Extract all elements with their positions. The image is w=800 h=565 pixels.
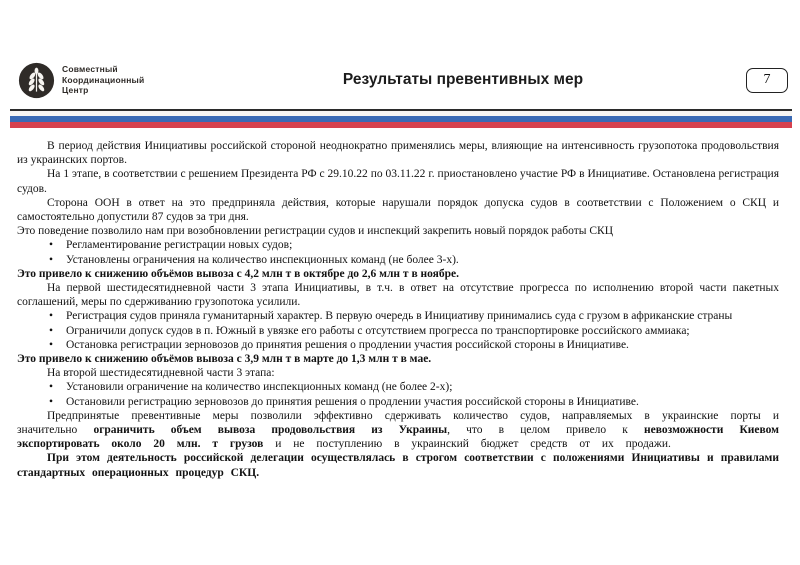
document-body	[17, 139, 779, 480]
paragraph: Это поведение позволило нам при возобновлении регистрации судов и инспекций закрепить новый порядок работы СКЦ	[17, 225, 614, 238]
result-statement: Это привело к снижению объёмов вывоза с 3,9 млн т в марте до 1,3 млн т в мае.	[17, 353, 432, 366]
paragraph: Сторона ООН в ответ на это предприняла действия, которые нарушали порядок допуска судов в соответствии с Положением о СКЦ и самостоятельно допустили 87 судов за три дня.	[17, 196, 779, 224]
page-number-badge	[746, 68, 788, 93]
paragraph: На второй шестидесятидневной части 3 этапа:	[47, 367, 275, 380]
result-statement: Это привело к снижению объёмов вывоза с 4,2 млн т в октябре до 2,6 млн т в ноябре.	[17, 267, 460, 280]
bullet-item: • Остановка регистрации зерновозов до принятия решения о продлении участия российской стороны в Инициативе.	[17, 338, 779, 352]
bullet-item: • Регистрация судов приняла гуманитарный характер. В первую очередь в Инициативу принимались суда с грузом в африканские страны	[17, 309, 779, 323]
paragraph: На 1 этапе, в соответствии с решением Президента РФ с 29.10.22 по 03.11.22 г. приостановлено участие РФ в Инициативе. Остановлена регистрация судов.	[17, 168, 779, 195]
closing-paragraph: При этом деятельность российской делегации осуществлялась в строгом соответствии с положениями Инициативы и правилами стандартных операционных процедур СКЦ.	[17, 452, 779, 479]
russian-flag-band	[10, 109, 792, 128]
bullet-item: • Ограничили допуск судов в п. Южный в увязке его работы с отсутствием прогресса по транспортировке российского аммиака;	[17, 324, 779, 338]
bullet-item: • Установили ограничение на количество инспекционных команд (не более 2-х);	[17, 380, 779, 394]
page-number: 7	[763, 72, 771, 87]
paragraph: В период действия Инициативы российской стороной неоднократно применялись меры, влияющие на интенсивность грузопотока продовольствия из украинских портов.	[17, 140, 779, 167]
bullet-item: • Установлены ограничения на количество инспекционных команд (не более 3-х).	[17, 253, 779, 267]
paragraph: На первой шестидесятидневной части 3 этапа Инициативы, в т.ч. в ответ на отсутствие прогресса по исполнению второй части пакетных соглашений, меры по сдерживанию грузопотока усилили.	[17, 282, 779, 309]
summary-paragraph: Предпринятые превентивные меры позволили эффективно сдерживать количество судов, направляемых в украинские порты и значительно ограничить объем вывоза продовольствия из Украины, что в целом привело к невозможности Киевом экспортировать около 20 млн. т грузов и не поступлению в украинский бюджет средств от их продажи.	[17, 409, 780, 451]
bullet-item: • Регламентирование регистрации новых судов;	[17, 238, 779, 252]
organization-logo	[18, 62, 188, 99]
bullet-item: • Остановили регистрацию зерновозов до принятия решения о продлении участия российской стороны в Инициативе.	[17, 395, 779, 409]
page-title: Результаты превентивных мер	[342, 71, 584, 88]
wheat-ear-icon	[18, 62, 55, 99]
organization-name: Совместный Координационный Центр	[62, 64, 145, 96]
page-header	[18, 56, 788, 104]
flag-red-stripe	[10, 122, 792, 128]
